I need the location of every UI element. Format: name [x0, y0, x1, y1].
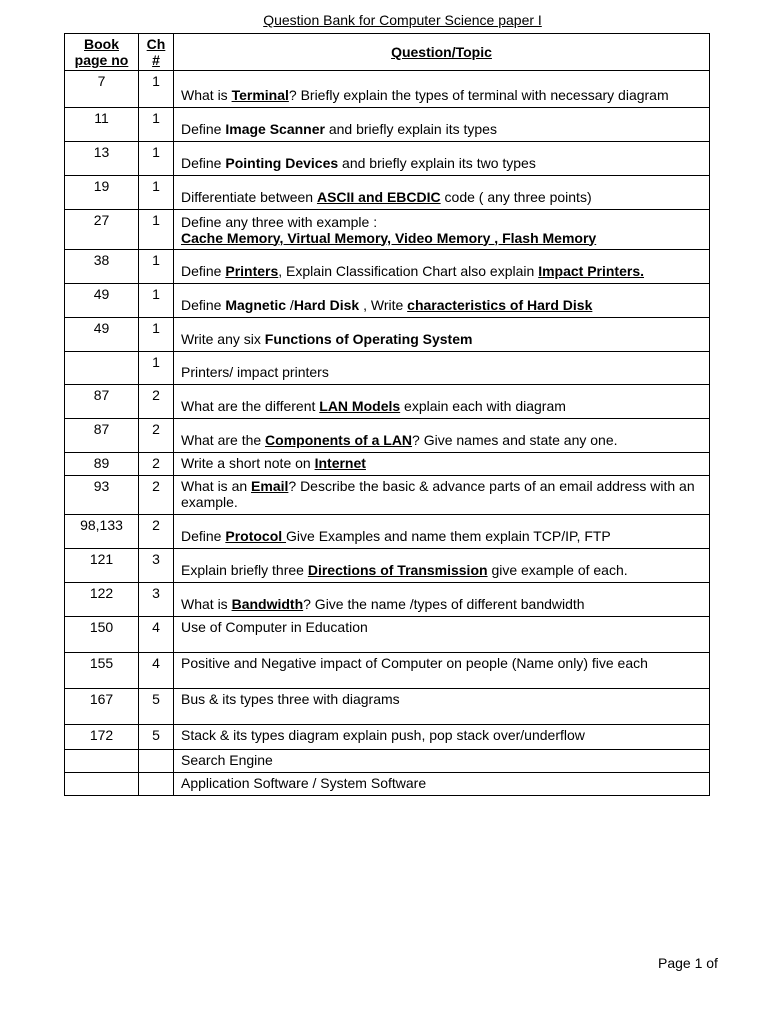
- table-body: [65, 71, 710, 796]
- question-cell: [174, 250, 710, 284]
- question-text: Differentiate between: [181, 189, 317, 205]
- header-question: Question/Topic: [174, 34, 710, 71]
- question-cell: [174, 617, 710, 653]
- question-cell: [174, 108, 710, 142]
- table-row: [65, 385, 710, 419]
- chapter-cell: 5: [139, 725, 174, 750]
- page-number: Page 1 of: [658, 955, 718, 971]
- question-text: Stack & its types diagram explain push, pop stack over/underflow: [181, 727, 585, 743]
- book-page-cell: 49: [65, 284, 139, 318]
- chapter-cell: 2: [139, 515, 174, 549]
- question-text: Write a short note on: [181, 455, 315, 471]
- question-cell: [174, 419, 710, 453]
- question-cell: [174, 549, 710, 583]
- chapter-cell: 1: [139, 250, 174, 284]
- book-page-cell: 89: [65, 453, 139, 476]
- question-text: explain each with diagram: [400, 398, 566, 414]
- question-keyword: Printers: [225, 263, 279, 279]
- question-keyword: Pointing Devices: [225, 155, 339, 171]
- question-text: give example of each.: [487, 562, 628, 578]
- question-text: Search Engine: [181, 752, 273, 768]
- table-row: [65, 549, 710, 583]
- question-cell: [174, 318, 710, 352]
- question-text: What is: [181, 596, 232, 612]
- table-row: [65, 515, 710, 549]
- book-page-cell: [65, 773, 139, 796]
- document-title: Question Bank for Computer Science paper I: [263, 12, 542, 28]
- question-keyword: LAN Models: [319, 398, 401, 414]
- chapter-cell: 2: [139, 385, 174, 419]
- chapter-cell: 2: [139, 476, 174, 515]
- question-cell: [174, 210, 710, 250]
- question-keyword: Directions of Transmission: [307, 562, 488, 578]
- chapter-cell: 1: [139, 318, 174, 352]
- question-keyword: characteristics of Hard Disk: [407, 297, 593, 313]
- table-row: [65, 210, 710, 250]
- question-text: , Write: [359, 297, 408, 313]
- question-keyword: Impact Printers.: [538, 263, 645, 279]
- question-keyword: Magnetic: [225, 297, 287, 313]
- header-book-page-line1: Book: [84, 36, 119, 52]
- question-keyword: Internet: [314, 455, 366, 471]
- question-text: Define: [181, 121, 226, 137]
- table-row: [65, 476, 710, 515]
- chapter-cell: 1: [139, 176, 174, 210]
- question-keyword: Image Scanner: [225, 121, 325, 137]
- question-text: ? Briefly explain the types of terminal with necessary diagram: [288, 87, 669, 103]
- question-keyword: Terminal: [231, 87, 289, 103]
- question-text: Positive and Negative impact of Computer on people (Name only) five each: [181, 655, 648, 671]
- table-row: [65, 284, 710, 318]
- header-chapter-line2: #: [152, 52, 160, 68]
- table-header-row: [65, 34, 710, 71]
- question-cell: [174, 453, 710, 476]
- question-text: Use of Computer in Education: [181, 619, 368, 635]
- book-page-cell: 87: [65, 385, 139, 419]
- question-text: , Explain Classification Chart also explain: [278, 263, 539, 279]
- table-row: [65, 617, 710, 653]
- chapter-cell: 3: [139, 583, 174, 617]
- table-row: [65, 142, 710, 176]
- table-row: [65, 653, 710, 689]
- question-text: ? Give names and state any one.: [412, 432, 618, 448]
- question-text: Explain briefly three: [181, 562, 308, 578]
- book-page-cell: 7: [65, 71, 139, 108]
- question-cell: [174, 689, 710, 725]
- question-text: Bus & its types three with diagrams: [181, 691, 400, 707]
- chapter-cell: 1: [139, 142, 174, 176]
- question-cell: [174, 653, 710, 689]
- table-row: [65, 352, 710, 385]
- chapter-cell: 2: [139, 419, 174, 453]
- book-page-cell: 19: [65, 176, 139, 210]
- header-book-page-line2: page no: [74, 52, 129, 68]
- table-row: [65, 108, 710, 142]
- table-row: [65, 725, 710, 750]
- question-keyword: Email: [251, 478, 289, 494]
- question-cell: [174, 176, 710, 210]
- book-page-cell: 49: [65, 318, 139, 352]
- question-text: What are the different: [181, 398, 320, 414]
- question-cell: [174, 284, 710, 318]
- book-page-cell: [65, 352, 139, 385]
- chapter-cell: 5: [139, 689, 174, 725]
- question-keyword: Hard Disk: [293, 297, 360, 313]
- question-text: and briefly explain its types: [324, 121, 497, 137]
- question-text: Give Examples and name them explain TCP/IP, FTP: [286, 528, 611, 544]
- chapter-cell: 4: [139, 617, 174, 653]
- question-text: Define: [181, 155, 226, 171]
- question-keyword: Cache Memory, Virtual Memory, Video Memory , Flash Memory: [181, 229, 597, 246]
- chapter-cell: 1: [139, 108, 174, 142]
- book-page-cell: 27: [65, 210, 139, 250]
- question-cell: [174, 476, 710, 515]
- chapter-cell: [139, 750, 174, 773]
- table-row: [65, 773, 710, 796]
- question-text: and briefly explain its two types: [338, 155, 536, 171]
- question-cell: [174, 750, 710, 773]
- header-chapter-line1: Ch: [146, 36, 166, 52]
- table-row: [65, 250, 710, 284]
- table-row: [65, 71, 710, 108]
- question-text: Define: [181, 528, 226, 544]
- book-page-cell: 98,133: [65, 515, 139, 549]
- question-cell: [174, 773, 710, 796]
- book-page-cell: 11: [65, 108, 139, 142]
- question-text: Application Software / System Software: [181, 775, 427, 791]
- question-cell: [174, 142, 710, 176]
- book-page-cell: 155: [65, 653, 139, 689]
- question-text: Define: [181, 297, 226, 313]
- book-page-cell: 172: [65, 725, 139, 750]
- book-page-cell: 93: [65, 476, 139, 515]
- question-text: What is: [181, 87, 232, 103]
- book-page-cell: 122: [65, 583, 139, 617]
- book-page-cell: 38: [65, 250, 139, 284]
- question-keyword: Components of a LAN: [265, 432, 413, 448]
- chapter-cell: 1: [139, 71, 174, 108]
- question-text: What are the: [181, 432, 266, 448]
- question-text: ? Give the name /types of different bandwidth: [303, 596, 585, 612]
- chapter-cell: 1: [139, 284, 174, 318]
- question-table: [64, 33, 710, 796]
- table-row: [65, 419, 710, 453]
- chapter-cell: 1: [139, 210, 174, 250]
- question-cell: [174, 725, 710, 750]
- chapter-cell: [139, 773, 174, 796]
- question-text: Write any six: [181, 331, 265, 347]
- question-text: Define any three with example :: [181, 213, 378, 230]
- table-row: [65, 750, 710, 773]
- question-text: What is an: [181, 478, 252, 494]
- question-cell: [174, 385, 710, 419]
- book-page-cell: 150: [65, 617, 139, 653]
- question-text: code ( any three points): [440, 189, 592, 205]
- chapter-cell: 2: [139, 453, 174, 476]
- table-row: [65, 689, 710, 725]
- table-row: [65, 583, 710, 617]
- question-cell: [174, 71, 710, 108]
- header-book-page: [65, 34, 139, 71]
- question-text: /: [286, 297, 294, 313]
- question-text: Define: [181, 263, 226, 279]
- table-row: [65, 453, 710, 476]
- chapter-cell: 1: [139, 352, 174, 385]
- table-row: [65, 318, 710, 352]
- book-page-cell: 167: [65, 689, 139, 725]
- book-page-cell: 13: [65, 142, 139, 176]
- book-page-cell: 87: [65, 419, 139, 453]
- table-row: [65, 176, 710, 210]
- question-keyword: Functions of Operating System: [264, 331, 473, 347]
- question-cell: [174, 515, 710, 549]
- question-keyword: Protocol: [225, 528, 287, 544]
- question-keyword: ASCII and EBCDIC: [316, 189, 441, 205]
- question-keyword: Bandwidth: [231, 596, 304, 612]
- chapter-cell: 4: [139, 653, 174, 689]
- header-chapter: [139, 34, 174, 71]
- question-cell: [174, 352, 710, 385]
- chapter-cell: 3: [139, 549, 174, 583]
- book-page-cell: 121: [65, 549, 139, 583]
- question-cell: [174, 583, 710, 617]
- question-text: ? Describe the basic & advance parts of an email address with an example.: [181, 478, 695, 510]
- book-page-cell: [65, 750, 139, 773]
- question-text: Printers/ impact printers: [181, 364, 329, 380]
